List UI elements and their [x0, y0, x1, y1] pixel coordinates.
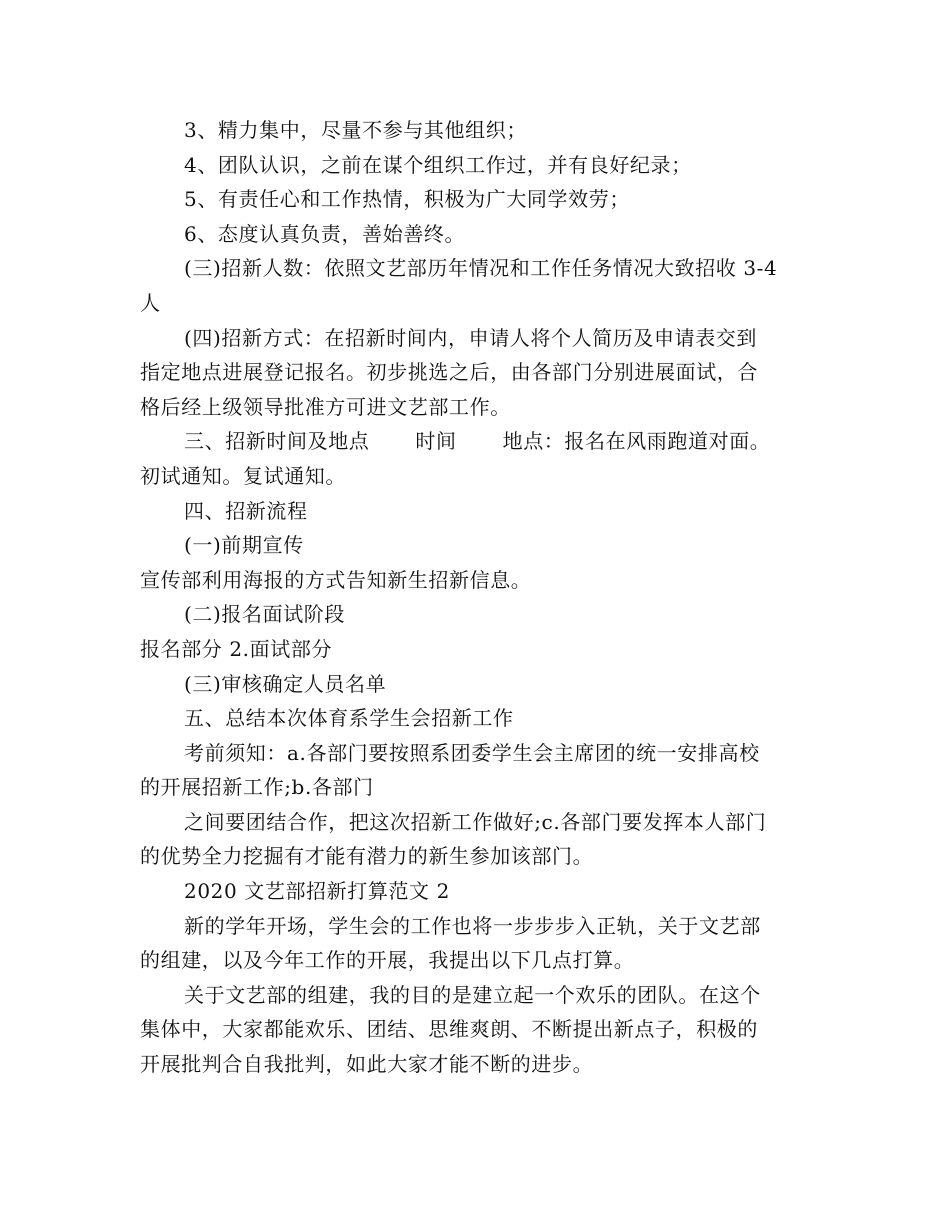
- subheading-promotion: (一)前期宣传: [184, 533, 304, 558]
- paragraph-recruit-count: (三)招新人数：依照文艺部历年情况和工作任务情况大致招收 3-4: [184, 256, 778, 281]
- paragraph-recruit-method: (四)招新方式：在招新时间内，申请人将个人简历及申请表交到: [184, 325, 758, 350]
- paragraph-recruit-method-cont-1: 指定地点进展登记报名。初步挑选之后，由各部门分别进展面试，合: [140, 360, 758, 385]
- paragraph-promotion: 宣传部利用海报的方式告知新生招新信息。: [140, 567, 532, 592]
- paragraph-notes-cont-2: 之间要团结合作，把这次招新工作做好;c.各部门要发挥本人部门: [184, 809, 767, 834]
- subheading-interview: (二)报名面试阶段: [184, 602, 346, 627]
- list-item-5: 5、有责任心和工作热情，积极为广大同学效劳；: [184, 187, 630, 212]
- subheading-review: (三)审核确定人员名单: [184, 671, 387, 696]
- list-item-6: 6、态度认真负责，善始善终。: [184, 221, 466, 246]
- section-heading-time-place: [140, 424, 815, 459]
- paragraph-intro: 新的学年开场，学生会的工作也将一步步步入正轨，关于文艺部: [184, 913, 761, 938]
- paragraph-goal: 关于文艺部的组建，我的目的是建立起一个欢乐的团队。在这个: [184, 982, 761, 1007]
- section-title-sample-2: 2020 文艺部招新打算范文 2: [184, 879, 450, 904]
- paragraph-notes-cont-1: 的开展招新工作;b.各部门: [140, 775, 374, 800]
- paragraph-recruit-count-cont: 人: [140, 290, 161, 315]
- paragraph-notes: 考前须知：a.各部门要按照系团委学生会主席团的统一安排高校: [184, 740, 760, 765]
- list-item-4: 4、团队认识，之前在谋个组织工作过，并有良好纪录；: [184, 152, 692, 177]
- section-heading-process: 四、招新流程: [184, 498, 308, 523]
- paragraph-notes-cont-3: 的优势全力挖掘有才能有潜力的新生参加该部门。: [140, 844, 594, 869]
- paragraph-goal-cont-2: 开展批判合自我批判，如此大家才能不断的进步。: [140, 1052, 594, 1077]
- paragraph-notice: 初试通知。复试通知。: [140, 463, 346, 488]
- document-page: [140, 113, 815, 1082]
- paragraph-recruit-method-cont-2: 格后经上级领导批准方可进文艺部工作。: [140, 394, 511, 419]
- section-heading-summary: 五、总结本次体育系学生会招新工作: [184, 706, 514, 731]
- list-item-3: 3、精力集中，尽量不参与其他组织；: [184, 118, 527, 142]
- paragraph-interview: 报名部分 2.面试部分: [140, 636, 333, 661]
- time-label: 时间: [415, 429, 457, 454]
- paragraph-goal-cont-1: 集体中，大家都能欢乐、团结、思维爽朗、不断提出新点子，积极的: [140, 1017, 758, 1042]
- paragraph-intro-cont: 的组建，以及今年工作的开展，我提出以下几点打算。: [140, 948, 635, 973]
- place-text: 地点：报名在风雨跑道对面。: [502, 429, 771, 454]
- heading-text: 三、招新时间及地点: [184, 429, 370, 454]
